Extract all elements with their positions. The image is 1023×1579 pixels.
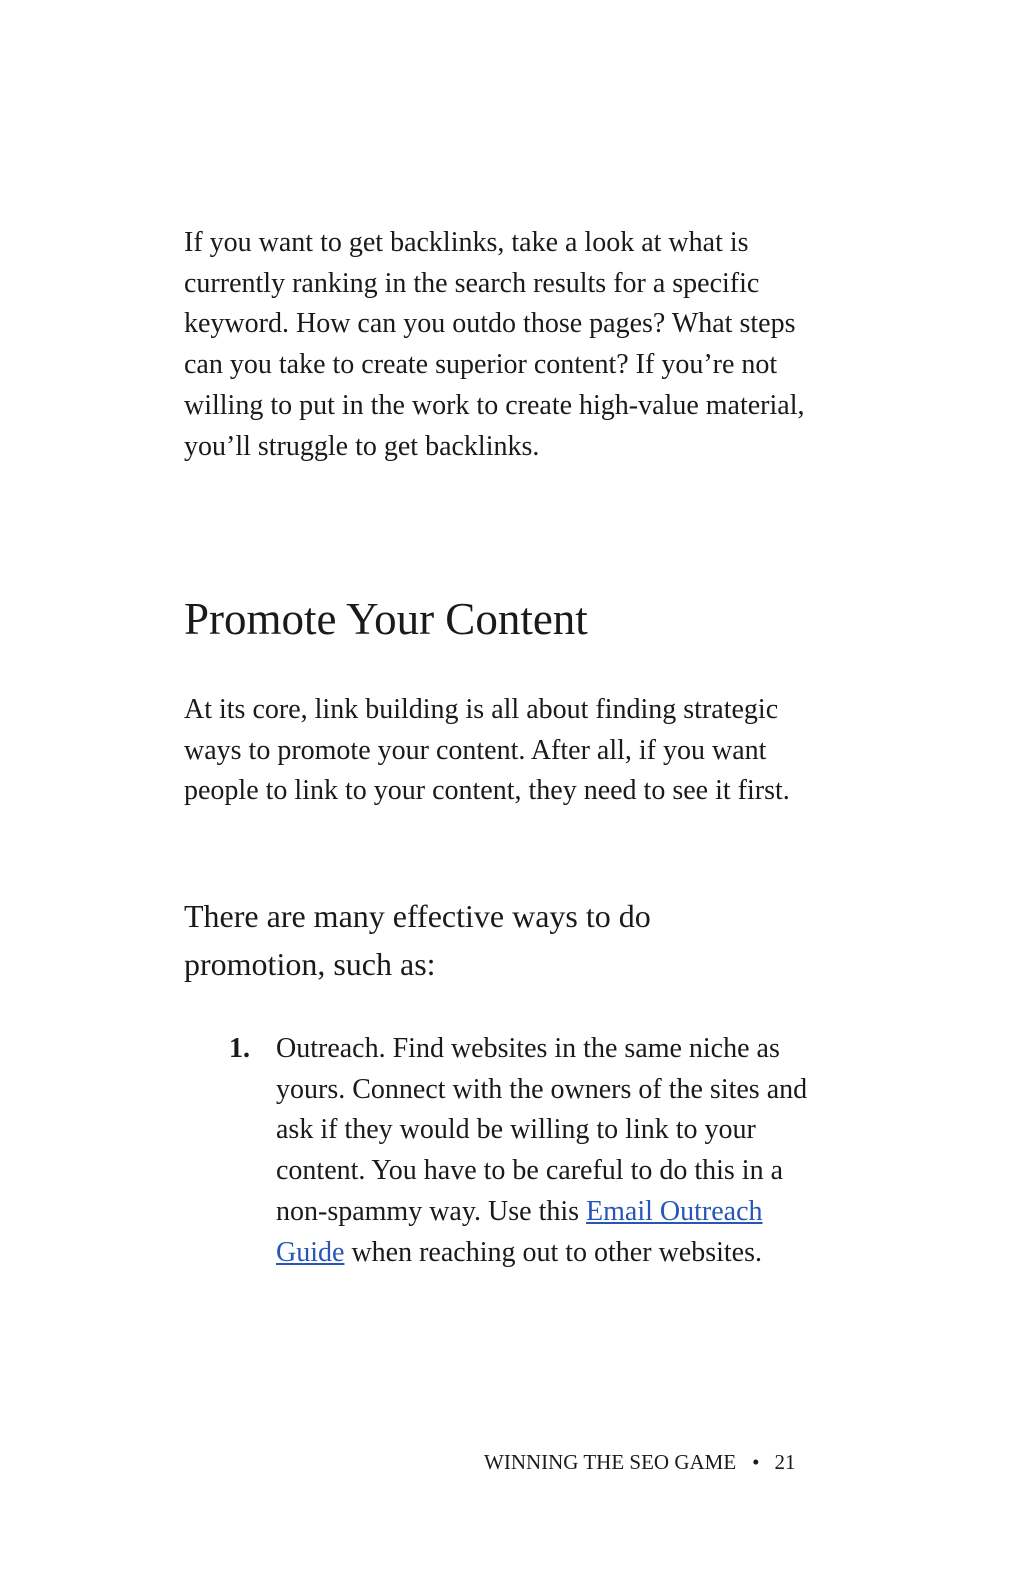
list-item-text bbox=[276, 1029, 834, 1273]
section-heading: Promote Your Content bbox=[184, 594, 588, 644]
section-paragraph: At its core, link building is all about finding strategic ways to promote your content. After all, if you want people to link to your content, they need to see it first. bbox=[184, 694, 790, 807]
list-item-text-before: Outreach. Find websites in the same niche as yours. Connect with the owners of the sites and ask if they would be willing to link to your content. You have to be careful to do this in a non-spammy way. Use this bbox=[276, 1033, 808, 1227]
list-item-number: 1. bbox=[229, 1033, 250, 1064]
page-number: 21 bbox=[774, 1450, 796, 1474]
page-footer bbox=[484, 1447, 834, 1477]
footer-book-title: WINNING THE SEO GAME bbox=[484, 1450, 737, 1474]
footer-separator: • bbox=[752, 1450, 760, 1474]
list-item-text-after: when reaching out to other websites. bbox=[344, 1236, 762, 1268]
email-outreach-guide-link[interactable]: Email Outreach Guide bbox=[276, 1195, 763, 1268]
intro-paragraph: If you want to get backlinks, take a look at what is currently ranking in the search results for a specific keyword. How can you outdo those pages? What steps can you take to create superior content? If you’re not willing to put in the work to create high-value material, you’ll struggle to get backlinks. bbox=[184, 227, 805, 462]
list-lead-paragraph: There are many effective ways to do promotion, such as: bbox=[184, 898, 651, 982]
